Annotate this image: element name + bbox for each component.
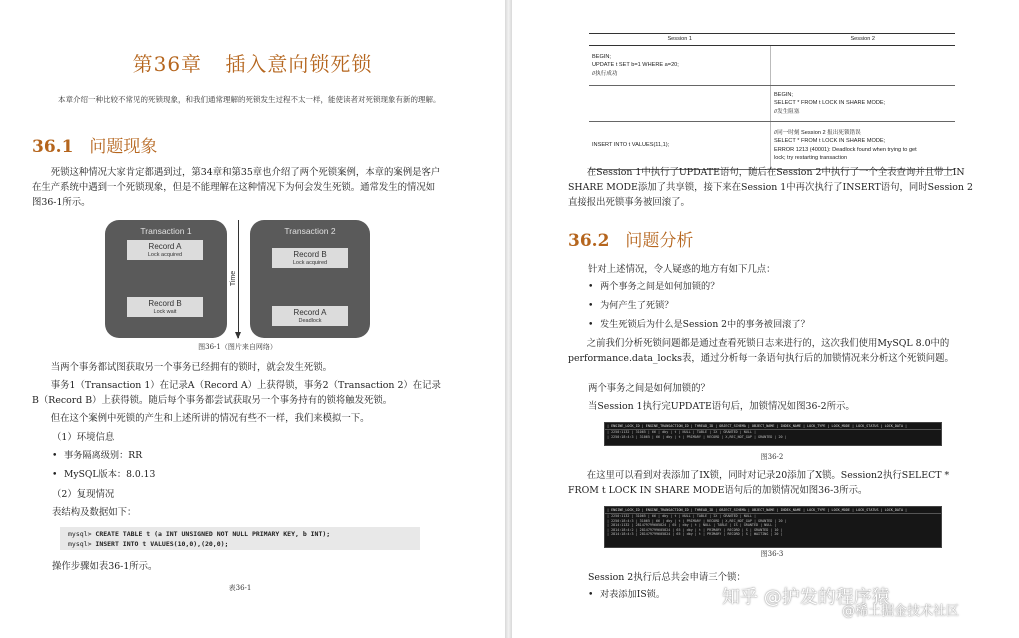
screenshot-row: | 2250:18:4:3 | 31065 | 66 | dby | t | PRIMARY | RECORD | X,REC_NOT_GAP | GRANTED | 20 |	[607, 518, 787, 523]
chapter-intro: 本章介绍一种比较不常见的死锁现象，和我们通常理解的死锁发生过程不太一样，能使读者对死锁现象有新的理解。	[58, 95, 441, 104]
transaction-2-title: Transaction 2	[284, 226, 336, 236]
time-axis	[238, 220, 239, 338]
book-gutter	[505, 0, 512, 638]
record-box	[272, 306, 348, 326]
paragraph: 但在这个案例中死锁的产生和上述所讲的情况有些不一样，我们来模拟一下。	[50, 413, 370, 424]
bullet-item: • 对表添加IS锁。	[588, 588, 665, 602]
paragraph: 事务1（Transaction 1）在记录A（Record A）上获得锁，事务2（Transaction 2）在记录B（Record B）上获得锁。随后每个事务都尝试获取另一个事务持有的锁将触发死锁。	[32, 380, 441, 406]
table-header: Session 1	[589, 34, 771, 46]
table-row	[589, 46, 955, 86]
screenshot-row: | 2250:1132 | 31065 | 66 | dby | t | NULL | TABLE | IX | GRANTED | NULL |	[607, 514, 757, 519]
record-box	[127, 297, 203, 317]
watermark-juejin: @稀土掘金技术社区	[842, 604, 960, 619]
record-status: Lock wait	[153, 309, 177, 315]
code-prompt: mysql>	[68, 540, 96, 548]
record-name: Record A	[148, 242, 182, 251]
paragraph: 操作步骤如表36-1所示。	[52, 561, 158, 572]
table-cell	[771, 46, 956, 86]
watermark-zhihu: 知乎 @护发的程序猿	[722, 587, 890, 608]
bullet-item: • 事务隔离级别：RR	[52, 449, 142, 463]
left-page	[0, 0, 505, 638]
code-line	[68, 529, 412, 539]
cell-line: INSERT INTO t VALUES(11,1);	[592, 142, 670, 149]
figure-caption: 图36-1（图片来自网络）	[198, 343, 277, 351]
cell-line: BEGIN;	[592, 53, 611, 60]
paragraph: 死锁这种情况大家肯定都遇到过，第34章和第35章也介绍了两个死锁案例，本章的案例是客户在生产系统中遇到一个死锁现象，但是不能理解在这种情况下为何会发生死锁。通常发生的情况如图36-1所示。	[32, 167, 441, 208]
session-table	[589, 33, 955, 170]
chapter-number: 第36章	[132, 52, 203, 76]
screenshot-row: | 2814:18:4:3 | 281479799605824 | 65 | dby | t | PRIMARY | RECORD | S | WAITING | 20 |	[607, 532, 783, 537]
paragraph: 表结构及数据如下：	[52, 507, 137, 518]
right-page	[512, 0, 1019, 638]
cell-line: lock; try restarting transaction	[774, 155, 848, 161]
code-line	[68, 539, 412, 549]
transaction-2-box	[250, 220, 370, 338]
deadlock-diagram	[105, 220, 370, 340]
paragraph: 在这里可以看到对表添加了IX锁，同时对记录20添加了X锁。Session2执行SELECT * FROM t LOCK IN SHARE MODE语句后的加锁情况如图36-3所示。	[568, 470, 950, 496]
bullet-item: • 两个事务之间是如何加锁的？	[588, 280, 719, 294]
record-status: Deadlock	[298, 318, 322, 324]
cell-line: //发生阻塞	[774, 108, 800, 115]
cell-line: SELECT * FROM t LOCK IN SHARE MODE;	[774, 138, 886, 144]
screenshot-row: | 2814:18:4:2 | 281479799605824 | 65 | dby | t | PRIMARY | RECORD | S | GRANTED | 10 |	[607, 527, 783, 532]
section-number: 36.1	[32, 137, 74, 157]
paragraph: 在Session 1中执行了UPDATE语句，随后在Session 2中执行了一个全表查询并且带上IN SHARE MODE添加了共享锁，接下来在Session 1中再次执行了INSERT语句，同时Session 2直接报出死锁事务被回滚了。	[568, 167, 973, 208]
screenshot-row: | 2814:1132 | 281479799605824 | 65 | dby | t | NULL | TABLE | IS | GRANTED | NULL |	[607, 523, 777, 528]
record-name: Record B	[148, 299, 182, 308]
paragraph: 当Session 1执行完UPDATE语句后，加锁情况如图36-2所示。	[588, 401, 855, 412]
record-status: Lock acquired	[292, 260, 328, 266]
table-caption: 表36-1	[228, 584, 252, 592]
code-command: CREATE TABLE t (a INT UNSIGNED NOT NULL PRIMARY KEY, b INT);	[95, 530, 331, 538]
cell-line: SELECT * FROM t LOCK IN SHARE MODE;	[774, 100, 886, 107]
paragraph: 当两个事务都试图获取另一个事务已经拥有的锁时，就会发生死锁。	[50, 362, 333, 373]
record-box	[127, 240, 203, 260]
section-title: 问题分析	[625, 231, 694, 251]
table-cell	[589, 86, 771, 122]
transaction-1-box	[105, 220, 227, 338]
paragraph: 针对上述情况，令人疑惑的地方有如下几点：	[588, 264, 776, 275]
cell-line: UPDATE t SET b=1 WHERE a=20;	[592, 62, 679, 69]
cell-line: BEGIN;	[774, 91, 793, 98]
chapter-title	[0, 48, 505, 77]
step-heading: （1）环境信息	[52, 432, 115, 443]
table-row	[589, 86, 955, 122]
figure-caption: 图36-3	[760, 550, 784, 558]
screenshot-row: | 2250:1132 | 31065 | 66 | dby | t | NULL | TABLE | IX | GRANTED | NULL |	[607, 430, 757, 435]
bullet-item: • 发生死锁后为什么是Session 2中的事务被回滚了？	[588, 318, 810, 332]
cell-line: //执行成功	[592, 70, 618, 77]
cell-line: ERROR 1213 (40001): Deadlock found when trying to get	[774, 146, 917, 153]
screenshot-header: | ENGINE_LOCK_ID | ENGINE_TRANSACTION_ID | THREAD_ID | OBJECT_SCHEMA | OBJECT_NAME | INDEX_NAME | LOCK_TYPE | LOCK_MODE | LOCK_STATUS | LOCK_DATA |	[605, 507, 941, 514]
bullet-item: • MySQL版本：8.0.13	[52, 468, 155, 482]
cell-line: //同一时刻 Session 2 报出死锁错误	[774, 129, 861, 136]
screenshot-row: | 2250:18:4:3 | 31065 | 66 | dby | t | PRIMARY | RECORD | X,REC_NOT_GAP | GRANTED | 20 |	[607, 434, 787, 439]
time-arrow-icon	[235, 332, 241, 339]
table-cell	[589, 122, 771, 170]
table-header-row	[589, 34, 955, 46]
code-block	[60, 527, 420, 550]
paragraph: Session 2执行后总共会申请三个锁：	[588, 572, 746, 583]
step-heading: （2）复现情况	[52, 489, 115, 500]
bullet-item: • 为何产生了死锁？	[588, 299, 674, 313]
code-prompt: mysql>	[68, 530, 96, 538]
lock-screenshot-36-3	[604, 506, 942, 548]
record-name: Record B	[293, 250, 327, 259]
lock-screenshot-36-2	[604, 422, 942, 446]
screenshot-header: | ENGINE_LOCK_ID | ENGINE_TRANSACTION_ID | THREAD_ID | OBJECT_SCHEMA | OBJECT_NAME | INDEX_NAME | LOCK_TYPE | LOCK_MODE | LOCK_STATUS | LOCK_DATA |	[605, 423, 941, 430]
table-cell	[771, 122, 956, 170]
section-title: 问题现象	[89, 137, 158, 157]
paragraph: 之前我们分析死锁问题都是通过查看死锁日志来进行的，这次我们使用MySQL 8.0中的performance.data_locks表，通过分析每一条语句执行后的加锁情况来分析这个死锁问题。	[568, 338, 954, 364]
table-row	[589, 122, 955, 170]
time-label: Time	[230, 270, 238, 287]
record-status: Lock acquired	[147, 252, 183, 258]
record-name: Record A	[293, 308, 327, 317]
paragraph: 两个事务之间是如何加锁的？	[588, 383, 710, 394]
transaction-1-title: Transaction 1	[140, 226, 192, 236]
table-header: Session 2	[771, 34, 956, 46]
figure-caption: 图36-2	[760, 453, 784, 461]
section-heading-36-2	[568, 226, 693, 251]
table-cell	[589, 46, 771, 86]
section-heading-36-1	[32, 132, 157, 157]
chapter-name: 插入意向锁死锁	[225, 52, 373, 76]
record-box	[272, 248, 348, 268]
code-command: INSERT INTO t VALUES(10,0),(20,0);	[95, 540, 229, 548]
section-number: 36.2	[568, 231, 610, 251]
table-cell	[771, 86, 956, 122]
